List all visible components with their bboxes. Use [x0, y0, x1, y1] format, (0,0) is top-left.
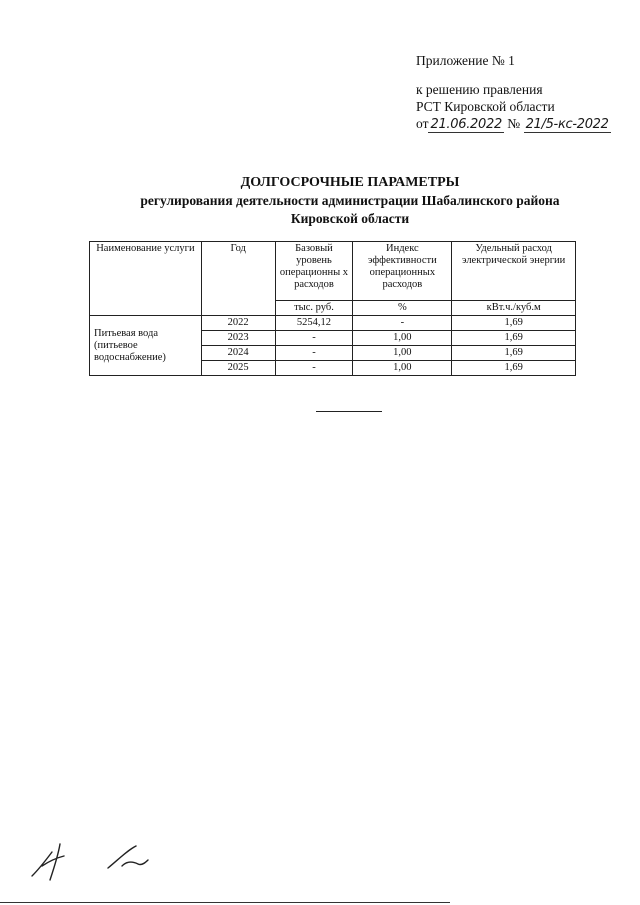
separator-line: [316, 411, 382, 412]
cell-index: 1,00: [353, 331, 452, 346]
handwritten-date: 21.06.2022: [430, 117, 502, 132]
number-prefix: №: [507, 116, 521, 131]
cell-base: -: [275, 331, 353, 346]
cell-energy: 1,69: [452, 331, 576, 346]
header-year: Год: [201, 242, 275, 316]
cell-energy: 1,69: [452, 346, 576, 361]
cell-index: -: [353, 316, 452, 331]
table-row: [90, 316, 576, 331]
unit-index: %: [353, 301, 452, 316]
cell-energy: 1,69: [452, 361, 576, 376]
header-base: Базовый уровень операционны х расходов: [275, 242, 353, 301]
heading-subtitle: регулирования деятельности администрации Шабалинского района: [140, 193, 560, 208]
appendix-date-line: [416, 115, 640, 133]
cell-energy: 1,69: [452, 316, 576, 331]
cell-base: -: [275, 361, 353, 376]
appendix-line-decision: к решению правления: [416, 82, 543, 97]
unit-energy: кВт.ч./куб.м: [452, 301, 576, 316]
heading-region: Кировской области: [290, 211, 410, 226]
cell-index: 1,00: [353, 346, 452, 361]
header-index: Индекс эффективности операционных расходов: [353, 242, 452, 301]
document-heading: [60, 174, 640, 228]
date-prefix: от: [416, 116, 429, 131]
service-name: Питьевая вода (питьевое водоснабжение): [90, 316, 202, 376]
header-energy: Удельный расход электрической энергии: [452, 242, 576, 301]
cell-year: 2025: [201, 361, 275, 376]
unit-base: тыс. руб.: [275, 301, 353, 316]
heading-main: ДОЛГОСРОЧНЫЕ ПАРАМЕТРЫ: [240, 175, 460, 190]
appendix-line-org: РСТ Кировской области: [416, 99, 555, 114]
cell-year: 2023: [201, 331, 275, 346]
appendix-block: [416, 52, 640, 133]
handwritten-initials: [30, 838, 170, 884]
header-service: Наименование услуги: [90, 242, 202, 316]
table-header-row: [90, 242, 576, 301]
handwritten-number: 21/5-кс-2022: [525, 117, 609, 132]
bottom-rule: [0, 902, 450, 903]
cell-year: 2024: [201, 346, 275, 361]
cell-index: 1,00: [353, 361, 452, 376]
cell-base: 5254,12: [275, 316, 353, 331]
parameters-table: [89, 241, 576, 376]
cell-year: 2022: [201, 316, 275, 331]
cell-base: -: [275, 346, 353, 361]
appendix-title: Приложение № 1: [416, 53, 515, 68]
